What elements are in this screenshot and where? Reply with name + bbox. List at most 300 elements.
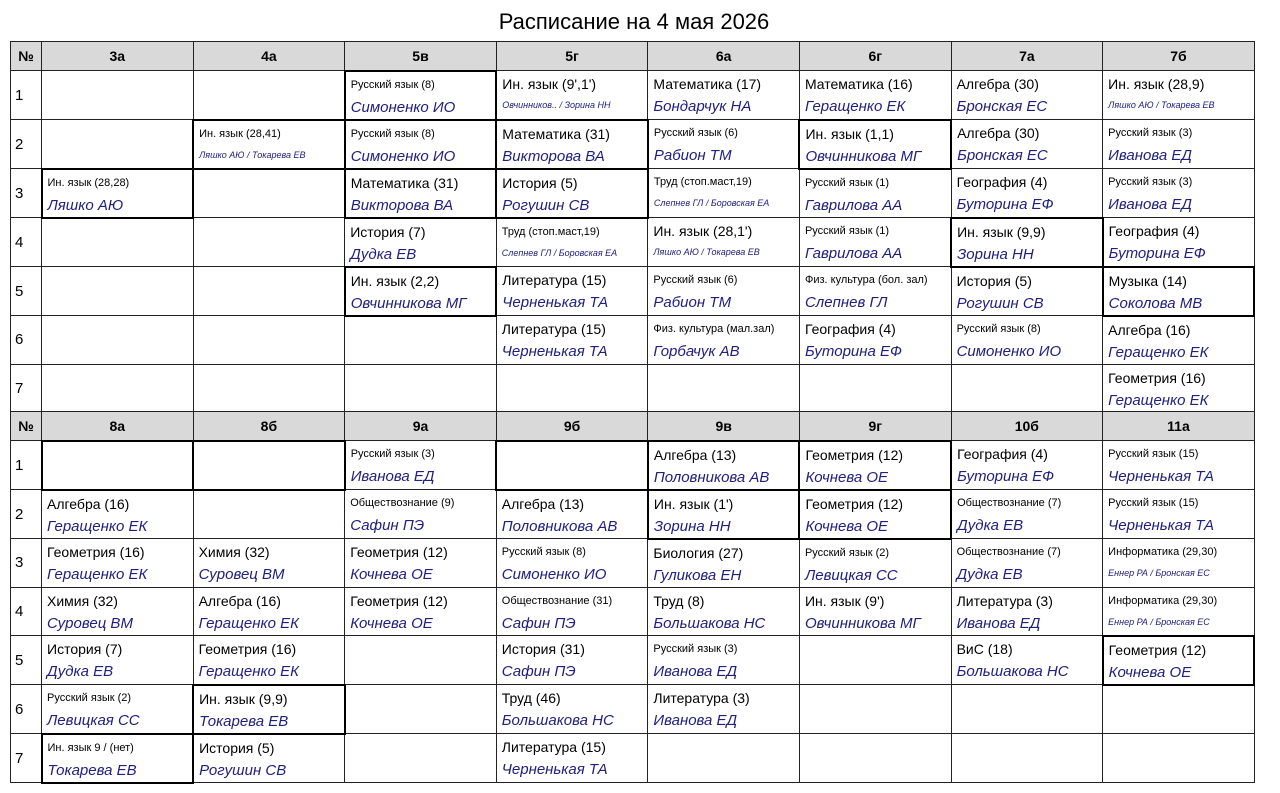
- subject-name: Русский язык (15): [1108, 497, 1199, 509]
- subject-name: Информатика (29,30): [1108, 546, 1218, 558]
- subject-name: Русский язык (8): [501, 546, 586, 558]
- teacher-name: Рабион ТМ: [653, 294, 732, 311]
- teacher-name: Буторина ЕФ: [804, 343, 902, 360]
- subject-name: Ин. язык (9'): [804, 592, 885, 609]
- lesson-cell: [1103, 267, 1255, 316]
- lesson-cell: [193, 364, 345, 413]
- subject-name: Обществознание (9): [350, 497, 455, 509]
- lesson-cell: [799, 636, 951, 685]
- teacher-name: Ляшко АЮ / Токарева ЕВ: [653, 247, 760, 257]
- subject-name: Геометрия (16): [1108, 369, 1206, 386]
- subject-name: Геометрия (16): [198, 641, 297, 657]
- lesson-cell: [42, 267, 194, 316]
- lesson-cell: [1103, 734, 1255, 783]
- lesson-cell: [799, 539, 951, 588]
- class-header: 4а: [193, 42, 345, 71]
- lesson-cell: [496, 218, 648, 267]
- subject-name: Русский язык (8): [350, 78, 435, 91]
- lesson-cell: [496, 267, 648, 316]
- teacher-name: Зорина НН: [653, 517, 731, 535]
- lesson-cell: [799, 734, 951, 783]
- teacher-name: Буторина ЕФ: [957, 468, 1055, 485]
- lesson-cell: [345, 169, 497, 218]
- teacher-name: Черненькая ТА: [502, 294, 609, 311]
- teacher-name: Дудка ЕВ: [957, 517, 1024, 534]
- lesson-cell: [345, 120, 497, 169]
- teacher-name: Слепнев ГЛ / Боровская ЕА: [653, 198, 770, 208]
- lesson-cell: [648, 120, 800, 169]
- subject-name: Литература (15): [501, 739, 606, 755]
- lesson-number: 7: [11, 734, 42, 783]
- lesson-cell: [193, 734, 345, 783]
- lesson-row: [11, 734, 1255, 783]
- teacher-name: Геращенко ЕК: [47, 517, 148, 535]
- subject-name: Русский язык (3): [1108, 127, 1193, 139]
- lesson-cell: [193, 267, 345, 316]
- lesson-cell: [951, 685, 1103, 734]
- teacher-name: Гуликова ЕН: [653, 566, 742, 584]
- lesson-row: [11, 441, 1255, 490]
- lesson-cell: [496, 734, 648, 783]
- teacher-name: Кочнева ОЕ: [350, 566, 433, 583]
- lesson-cell: [648, 267, 800, 316]
- class-header: 9б: [496, 412, 648, 441]
- teacher-name: Геращенко ЕК: [1108, 391, 1209, 409]
- teacher-name: Сафин ПЭ: [350, 517, 425, 534]
- lesson-cell: [496, 636, 648, 685]
- subject-name: Геометрия (12): [805, 495, 904, 512]
- lesson-cell: [42, 636, 194, 685]
- teacher-name: Левицкая СС: [804, 566, 898, 584]
- teacher-name: Токарева ЕВ: [47, 761, 137, 779]
- lesson-number: 2: [11, 490, 42, 539]
- subject-name: История (5): [199, 739, 275, 756]
- subject-name: История (7): [47, 641, 123, 657]
- teacher-name: Бронская ЕС: [956, 98, 1048, 115]
- subject-name: Информатика (29,30): [1108, 594, 1218, 607]
- subject-name: Русский язык (8): [956, 323, 1041, 335]
- lesson-cell: [1103, 685, 1255, 734]
- lesson-cell: [648, 734, 800, 783]
- lesson-cell: [345, 441, 497, 490]
- teacher-name: Черненькая ТА: [501, 761, 608, 778]
- lesson-cell: [42, 490, 194, 539]
- lesson-cell: [193, 71, 345, 120]
- lesson-cell: [1103, 120, 1255, 169]
- teacher-name: Овчинникова МГ: [804, 614, 921, 632]
- lesson-cell: [496, 685, 648, 734]
- subject-name: Литература (3): [956, 592, 1053, 609]
- class-header: 10б: [951, 412, 1103, 441]
- class-header: 7а: [951, 42, 1103, 71]
- teacher-name: Геращенко ЕК: [1108, 343, 1209, 361]
- lesson-number: 1: [11, 71, 42, 120]
- teacher-name: Еннер РА / Бронская ЕС: [1108, 616, 1210, 627]
- teacher-name: Слепнев ГЛ / Боровская ЕА: [501, 247, 618, 258]
- lesson-row: [11, 539, 1255, 588]
- subject-name: Труд (46): [501, 690, 561, 706]
- subject-name: История (5): [502, 174, 578, 191]
- lesson-cell: [42, 685, 194, 734]
- lesson-cell: [648, 490, 800, 539]
- subject-name: Обществознание (31): [501, 594, 613, 607]
- teacher-name: Рогушин СВ: [502, 196, 590, 214]
- class-header: 7б: [1103, 42, 1255, 71]
- lesson-cell: [42, 364, 194, 413]
- lesson-cell: [951, 636, 1103, 685]
- subject-name: Химия (32): [198, 544, 270, 560]
- lesson-cell: [345, 71, 497, 120]
- subject-name: Геометрия (12): [350, 544, 448, 560]
- lesson-cell: [951, 316, 1103, 365]
- lesson-cell: [799, 490, 951, 539]
- lesson-cell: [1103, 316, 1255, 365]
- lesson-cell: [951, 364, 1103, 413]
- lesson-cell: [496, 316, 648, 365]
- teacher-name: Овчинникова МГ: [350, 294, 467, 312]
- lesson-number: 7: [11, 364, 42, 413]
- class-header: 11а: [1103, 412, 1255, 441]
- lesson-cell: [42, 120, 194, 169]
- class-header: 8а: [42, 412, 194, 441]
- lesson-cell: [1103, 490, 1255, 539]
- teacher-name: Буторина ЕФ: [956, 196, 1054, 213]
- subject-name: Алгебра (30): [956, 76, 1039, 92]
- class-header: 5в: [345, 42, 497, 71]
- lesson-cell: [951, 120, 1103, 169]
- header-row: [11, 412, 1255, 441]
- lesson-row: [11, 71, 1255, 120]
- subject-name: История (7): [350, 223, 426, 240]
- lesson-cell: [799, 267, 951, 316]
- lesson-cell: [193, 120, 345, 169]
- class-header: 9г: [799, 412, 951, 441]
- teacher-name: Зорина НН: [957, 245, 1034, 263]
- subject-name: Химия (32): [47, 592, 118, 609]
- lesson-cell: [799, 169, 951, 218]
- lesson-cell: [951, 490, 1103, 539]
- subject-name: Русский язык (1): [804, 225, 890, 237]
- teacher-name: Черненькая ТА: [1108, 517, 1214, 534]
- teacher-name: Соколова МВ: [1108, 294, 1203, 312]
- lesson-cell: [799, 120, 951, 169]
- lesson-cell: [193, 218, 345, 267]
- lesson-cell: [193, 490, 345, 539]
- teacher-name: Симоненко ИО: [350, 98, 456, 116]
- subject-name: Математика (31): [502, 125, 610, 142]
- class-header: 8б: [193, 412, 345, 441]
- teacher-name: Слепнев ГЛ: [804, 294, 888, 311]
- lesson-cell: [648, 364, 800, 413]
- header-number: №: [11, 42, 42, 71]
- subject-name: История (31): [501, 641, 585, 657]
- subject-name: Геометрия (12): [805, 446, 904, 463]
- lesson-cell: [496, 71, 648, 120]
- teacher-name: Большакова НС: [501, 712, 614, 729]
- teacher-name: Геращенко ЕК: [198, 663, 299, 680]
- subject-name: Литература (15): [502, 272, 607, 288]
- subject-name: Алгебра (13): [653, 446, 737, 463]
- teacher-name: Иванова ЕД: [1108, 147, 1192, 164]
- teacher-name: Симоненко ИО: [956, 343, 1062, 360]
- teacher-name: Левицкая СС: [47, 712, 140, 729]
- subject-name: Литература (15): [501, 321, 606, 337]
- teacher-name: Кочнева ОЕ: [805, 468, 889, 486]
- class-header: 6г: [799, 42, 951, 71]
- subject-name: Русский язык (1): [804, 176, 890, 189]
- subject-name: Обществознание (7): [956, 546, 1061, 558]
- subject-name: География (4): [956, 174, 1048, 190]
- lesson-cell: [1103, 587, 1255, 636]
- teacher-name: Рабион ТМ: [653, 147, 732, 164]
- lesson-cell: [648, 685, 800, 734]
- class-header: 3а: [42, 42, 194, 71]
- lesson-cell: [345, 636, 497, 685]
- lesson-row: [11, 685, 1255, 734]
- subject-name: Алгебра (13): [501, 495, 585, 512]
- lesson-cell: [345, 316, 497, 365]
- lesson-row: [11, 316, 1255, 365]
- class-header: 5г: [496, 42, 648, 71]
- teacher-name: Иванова ЕД: [956, 614, 1041, 632]
- lesson-cell: [1103, 71, 1255, 120]
- teacher-name: Гаврилова АА: [804, 196, 903, 214]
- teacher-name: Овчинникова МГ: [805, 147, 922, 165]
- class-header: 6а: [648, 42, 800, 71]
- subject-name: Русский язык (6): [653, 274, 738, 286]
- lesson-cell: [496, 587, 648, 636]
- lesson-cell: [42, 169, 194, 218]
- lesson-number: 6: [11, 685, 42, 734]
- subject-name: Физ. культура (мал.зал): [653, 323, 775, 335]
- subject-name: Литература (3): [653, 690, 750, 706]
- lesson-cell: [799, 685, 951, 734]
- lesson-cell: [1103, 636, 1255, 685]
- teacher-name: Кочнева ОЕ: [350, 614, 433, 632]
- teacher-name: Викторова ВА: [502, 147, 605, 165]
- teacher-name: Ляшко АЮ: [47, 196, 124, 214]
- teacher-name: Иванова ЕД: [653, 712, 738, 729]
- lesson-row: [11, 587, 1255, 636]
- lesson-cell: [345, 490, 497, 539]
- lesson-cell: [345, 218, 497, 267]
- lesson-row: [11, 267, 1255, 316]
- teacher-name: Иванова ЕД: [1108, 196, 1192, 213]
- teacher-name: Черненькая ТА: [1108, 468, 1214, 485]
- lesson-number: 2: [11, 120, 42, 169]
- subject-name: История (5): [956, 272, 1032, 289]
- subject-name: Ин. язык (28,9): [1108, 76, 1205, 92]
- teacher-name: Токарева ЕВ: [199, 712, 289, 730]
- subject-name: Ин. язык (28,41): [199, 127, 281, 140]
- teacher-name: Сафин ПЭ: [501, 663, 576, 680]
- lesson-cell: [193, 636, 345, 685]
- lesson-cell: [799, 364, 951, 413]
- teacher-name: Дудка ЕВ: [350, 245, 417, 263]
- subject-name: Ин. язык (2,2): [350, 272, 440, 289]
- lesson-number: 5: [11, 636, 42, 685]
- teacher-name: Иванова ЕД: [653, 663, 738, 680]
- lesson-cell: [1103, 539, 1255, 588]
- header-number: №: [11, 412, 42, 441]
- lesson-cell: [345, 734, 497, 783]
- teacher-name: Геращенко ЕК: [47, 566, 148, 583]
- subject-name: Русский язык (3): [1108, 176, 1193, 188]
- lesson-cell: [648, 71, 800, 120]
- teacher-name: Черненькая ТА: [501, 343, 608, 360]
- lesson-cell: [42, 587, 194, 636]
- lesson-cell: [42, 441, 194, 490]
- lesson-cell: [799, 71, 951, 120]
- teacher-name: Кочнева ОЕ: [805, 517, 889, 535]
- lesson-cell: [193, 441, 345, 490]
- subject-name: Труд (стоп.маст,19): [501, 225, 600, 238]
- teacher-name: Сафин ПЭ: [501, 614, 576, 632]
- subject-name: Математика (17): [653, 76, 762, 92]
- teacher-name: Большакова НС: [956, 663, 1069, 680]
- lesson-number: 5: [11, 267, 42, 316]
- subject-name: Ин. язык (9,9): [957, 223, 1046, 240]
- lesson-cell: [345, 267, 497, 316]
- schedule-table-bottom: [10, 411, 1255, 784]
- subject-name: Ин. язык (28,28): [47, 176, 130, 189]
- lesson-cell: [648, 587, 800, 636]
- subject-name: Физ. культура (бол. зал): [804, 274, 928, 286]
- subject-name: Ин. язык (1'): [653, 495, 734, 512]
- lesson-cell: [193, 685, 345, 734]
- lesson-cell: [42, 539, 194, 588]
- lesson-cell: [193, 169, 345, 218]
- teacher-name: Геращенко ЕК: [198, 614, 299, 632]
- teacher-name: Кочнева ОЕ: [1108, 663, 1192, 681]
- teacher-name: Ляшко АЮ / Токарева ЕВ: [199, 149, 306, 160]
- lesson-cell: [1103, 364, 1255, 413]
- lesson-row: [11, 364, 1255, 413]
- page-title: Расписание на 4 мая 2026: [498, 9, 770, 34]
- lesson-cell: [1103, 218, 1255, 267]
- subject-name: Ин. язык (1,1): [805, 125, 894, 142]
- subject-name: Геометрия (16): [47, 544, 145, 560]
- lesson-cell: [345, 539, 497, 588]
- lesson-cell: [42, 734, 194, 783]
- subject-name: Алгебра (16): [1108, 321, 1191, 338]
- teacher-name: Буторина ЕФ: [1108, 245, 1206, 262]
- subject-name: География (4): [957, 446, 1048, 462]
- teacher-name: Суровец ВМ: [198, 566, 285, 583]
- subject-name: Алгебра (16): [47, 495, 130, 512]
- lesson-cell: [799, 316, 951, 365]
- teacher-name: Дудка ЕВ: [47, 663, 114, 680]
- lesson-cell: [951, 267, 1103, 316]
- subject-name: Геометрия (12): [1108, 641, 1207, 658]
- subject-name: Русский язык (6): [653, 127, 738, 139]
- subject-name: Музыка (14): [1108, 272, 1187, 289]
- subject-name: Русский язык (2): [47, 692, 132, 704]
- lesson-cell: [951, 441, 1103, 490]
- lesson-cell: [648, 169, 800, 218]
- subject-name: Труд (8): [653, 592, 705, 609]
- subject-name: Ин. язык 9 / (нет): [47, 741, 134, 754]
- lesson-cell: [345, 364, 497, 413]
- lesson-cell: [193, 587, 345, 636]
- schedule-table-top: [10, 41, 1255, 413]
- teacher-name: Еннер РА / Бронская ЕС: [1108, 568, 1210, 578]
- subject-name: Обществознание (7): [957, 497, 1062, 509]
- lesson-cell: [951, 734, 1103, 783]
- lesson-cell: [951, 169, 1103, 218]
- lesson-row: [11, 636, 1255, 685]
- lesson-row: [11, 490, 1255, 539]
- teacher-name: Бондарчук НА: [653, 98, 752, 115]
- lesson-number: 6: [11, 316, 42, 365]
- lesson-cell: [345, 587, 497, 636]
- lesson-cell: [496, 169, 648, 218]
- teacher-name: Суровец ВМ: [47, 614, 133, 632]
- teacher-name: Овчинников.. / Зорина НН: [502, 100, 611, 110]
- lesson-row: [11, 120, 1255, 169]
- teacher-name: Ляшко АЮ / Токарева ЕВ: [1108, 100, 1215, 110]
- lesson-cell: [193, 316, 345, 365]
- subject-name: Математика (16): [804, 76, 913, 92]
- lesson-cell: [799, 441, 951, 490]
- lesson-cell: [193, 539, 345, 588]
- class-header: 9в: [648, 412, 800, 441]
- subject-name: География (4): [1108, 223, 1200, 239]
- lesson-cell: [951, 71, 1103, 120]
- subject-name: Геометрия (12): [350, 592, 448, 609]
- subject-name: Русский язык (3): [350, 448, 435, 460]
- lesson-cell: [496, 441, 648, 490]
- subject-name: Русский язык (15): [1108, 448, 1199, 460]
- subject-name: Математика (31): [350, 174, 459, 191]
- lesson-cell: [496, 364, 648, 413]
- teacher-name: Половникова АВ: [653, 468, 770, 486]
- teacher-name: Половникова АВ: [501, 517, 618, 535]
- subject-name: ВиС (18): [956, 641, 1013, 657]
- lesson-cell: [648, 636, 800, 685]
- lesson-cell: [648, 316, 800, 365]
- lesson-cell: [496, 490, 648, 539]
- teacher-name: Гаврилова АА: [804, 245, 903, 262]
- lesson-number: 4: [11, 587, 42, 636]
- lesson-cell: [345, 685, 497, 734]
- header-row: [11, 42, 1255, 71]
- subject-name: Ин. язык (28,1'): [653, 223, 753, 239]
- subject-name: Русский язык (2): [804, 546, 890, 559]
- teacher-name: Большакова НС: [653, 614, 766, 632]
- lesson-cell: [42, 218, 194, 267]
- teacher-name: Бронская ЕС: [957, 147, 1048, 164]
- teacher-name: Рогушин СВ: [199, 761, 287, 779]
- lesson-cell: [648, 218, 800, 267]
- subject-name: Ин. язык (9',1'): [502, 76, 597, 92]
- lesson-cell: [951, 218, 1103, 267]
- subject-name: Ин. язык (9,9): [199, 690, 288, 707]
- subject-name: Алгебра (16): [198, 592, 281, 609]
- lesson-cell: [496, 539, 648, 588]
- teacher-name: Рогушин СВ: [956, 294, 1044, 312]
- subject-name: География (4): [804, 321, 896, 337]
- teacher-name: Симоненко ИО: [350, 147, 456, 165]
- teacher-name: Дудка ЕВ: [956, 566, 1023, 583]
- lesson-row: [11, 218, 1255, 267]
- teacher-name: Иванова ЕД: [350, 468, 435, 485]
- lesson-cell: [648, 441, 800, 490]
- subject-name: Русский язык (8): [350, 127, 435, 140]
- subject-name: Биология (27): [653, 544, 744, 561]
- lesson-number: 1: [11, 441, 42, 490]
- lesson-cell: [42, 316, 194, 365]
